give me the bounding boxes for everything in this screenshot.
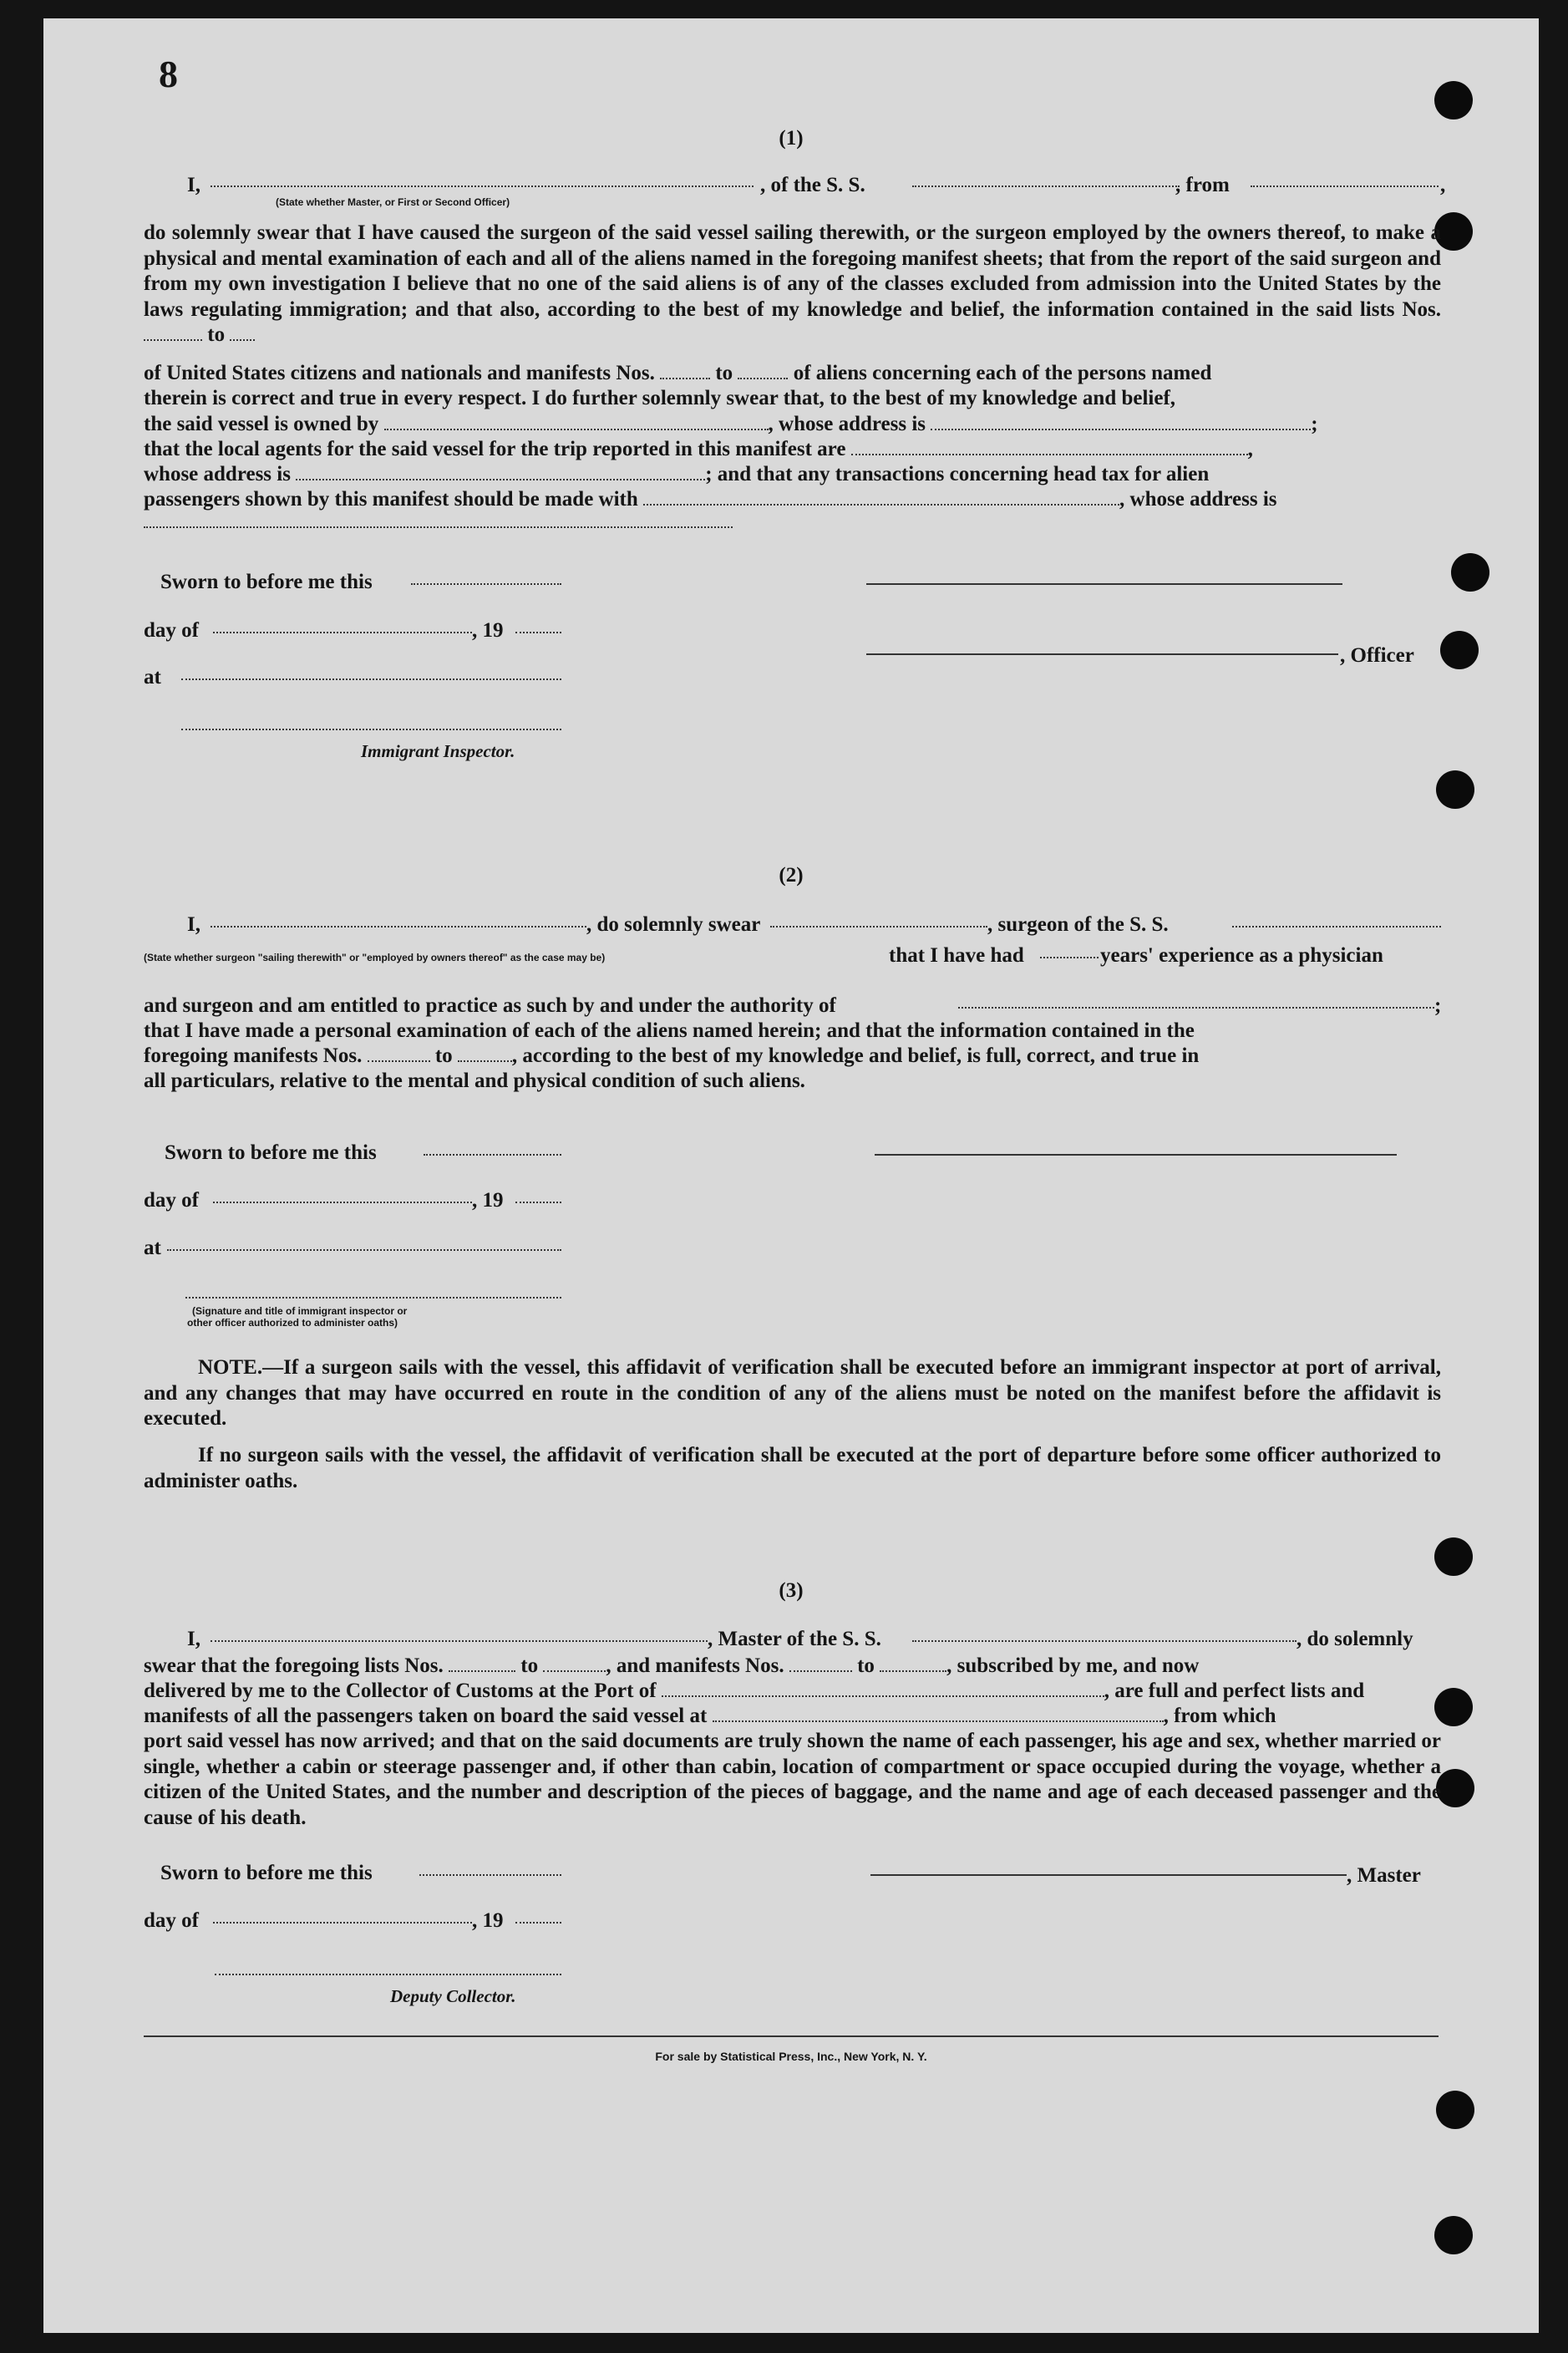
s2-at-label: at [144,1237,161,1259]
s2-surgeon-name-field[interactable] [211,926,586,927]
s1-manifests-from-field[interactable] [660,363,710,379]
s2-signature-note-2: other officer authorized to administer oaths) [187,1317,398,1329]
s1-officer-field[interactable] [211,185,754,187]
s3-sworn-day-field[interactable] [419,1874,561,1876]
footer-imprint: For sale by Statistical Press, Inc., New York, N. Y. [655,2050,927,2063]
s3-month-field[interactable] [213,1922,472,1924]
s1-agents-address-field[interactable] [296,464,705,480]
s3-ship-field[interactable] [912,1640,1297,1642]
s1-manifests-to-field[interactable] [738,363,788,379]
punch-hole [1434,2216,1473,2254]
s2-particulars-line: all particulars, relative to the mental and physical condition of such aliens. [144,1070,805,1092]
s3-swear-label: , do solemnly [1297,1628,1413,1650]
s1-sworn-label: Sworn to before me this [160,571,373,593]
s1-passengers-line: passengers shown by this manifest should be made with , whose address is [144,488,1277,511]
s2-authority-field[interactable] [958,1007,1434,1009]
s2-note-1: NOTE.—If a surgeon sails with the vessel, this affidavit of verification shall be executed before an immigrant inspector at port of arrival, and any changes that may have occurred en route in the condition of any of the aliens must be noted on the manifest before the affidavit is executed. [144,1356,1441,1430]
s2-swear-label: , do solemnly swear [586,913,761,936]
s3-year-field[interactable] [515,1922,561,1924]
s1-officer-note: (State whether Master, or First or Second Officer) [276,196,510,208]
s2-that-label: that I have had [889,944,1024,967]
s1-year-label: , 19 [472,619,504,642]
s2-at-field[interactable] [167,1249,561,1251]
s2-manifests-from-field[interactable] [368,1045,430,1062]
s2-month-field[interactable] [213,1202,472,1203]
punch-hole [1436,2091,1474,2129]
s1-inspector-label: Immigrant Inspector. [361,741,515,761]
s1-i-label: I, [187,174,200,196]
footer-divider [144,2035,1439,2037]
s3-year-label: , 19 [472,1909,504,1932]
s1-owned-line: the said vessel is owned by , whose address is ; [144,413,1318,435]
s1-year-field[interactable] [515,632,561,633]
punch-hole [1440,631,1479,669]
s3-master-name-field[interactable] [211,1640,708,1642]
s1-at-label: at [144,666,161,689]
s2-authority-label: and surgeon and am entitled to practice as such by and under the authority of [144,994,836,1017]
s2-officer-signature-field[interactable] [185,1297,561,1298]
s3-lists-to-field[interactable] [543,1655,606,1672]
s3-master-label: , Master of the S. S. [708,1628,881,1650]
s1-officer-label: , Officer [1340,644,1414,667]
s2-ship-field[interactable] [1232,926,1441,927]
s2-surgeon-status-field[interactable] [770,926,987,927]
punch-hole [1436,770,1474,809]
s1-lists-to-label: to [207,323,226,346]
s3-boarded-line: manifests of all the passengers taken on board the said vessel at , from which [144,1705,1276,1727]
s1-from-comma: , [1440,174,1446,196]
s1-oath-text: do solemnly swear that I have caused the surgeon of the said vessel sailing therewith, or the surgeon employed by the owners thereof, to make a physical and mental examination of each and all of the aliens named in the foregoing manifest sheets; that from the report of the said surgeon and from my own investigation I believe that no one of the said aliens is of any of the classes excluded from admission into the United States by the laws regulating immigration; and that also, according to the best of my knowledge and belief, the information contained in the said lists Nos. [144,221,1441,321]
s2-sworn-label: Sworn to before me this [165,1141,377,1164]
s3-master-signature-line[interactable] [870,1874,1347,1876]
punch-hole [1434,1688,1473,1726]
form-page [43,18,1539,2333]
s1-inspector-signature-field[interactable] [181,729,561,730]
s1-owner-field[interactable] [384,414,769,430]
s2-manifests-to-field[interactable] [458,1045,512,1062]
s1-owner-address-field[interactable] [931,414,1311,430]
punch-hole [1434,81,1473,119]
s3-i-label: I, [187,1628,200,1650]
s1-of-ss-label: , of the S. S. [760,174,865,196]
s1-from-label: , from [1175,174,1230,196]
s3-lists-from-field[interactable] [449,1655,515,1672]
s1-oath-paragraph [144,221,1441,348]
section-3-heading: (3) [779,1579,804,1602]
section-2-heading: (2) [779,864,804,887]
s3-oath-paragraph: port said vessel has now arrived; and that on the said documents are truly shown the name of each passenger, his age and sex, whether married or single, whether a cabin or steerage passenger and, if other than cabin, location of compartment or space occupied during the voyage, whether a citizen of the United States, and the number and description of the pieces of baggage, and the name and age of each deceased passenger and the cause of his death. [144,1730,1441,1829]
s2-year-label: , 19 [472,1189,504,1212]
s1-dayof-label: day of [144,619,199,642]
s2-authority-end: ; [1434,994,1442,1017]
s1-agents-line: that the local agents for the said vessel for the trip reported in this manifest are , [144,438,1253,460]
s3-sworn-label: Sworn to before me this [160,1862,373,1884]
s3-collector-label: Deputy Collector. [390,1986,516,2006]
s2-status-note: (State whether surgeon "sailing therewith" or "employed by owners thereof" as the case may be) [144,952,606,963]
s1-ship-field[interactable] [912,185,1180,187]
s1-signature-line[interactable] [866,583,1342,585]
s2-year-field[interactable] [515,1202,561,1203]
s1-officer-line[interactable] [866,653,1338,655]
s2-surgeon-ss-label: , surgeon of the S. S. [987,913,1169,936]
s1-citizens-line: of United States citizens and nationals and manifests Nos. to of aliens concerning each of the persons named [144,362,1212,384]
s3-port-line: delivered by me to the Collector of Customs at the Port of , are full and perfect lists and [144,1680,1365,1702]
s3-master-signature-label: , Master [1347,1864,1421,1887]
s2-note-2: If no surgeon sails with the vessel, the affidavit of verification shall be executed at the port of departure before some officer authorized to administer oaths. [144,1444,1441,1492]
s3-boarded-at-field[interactable] [713,1705,1164,1722]
s2-examination-line: that I have made a personal examination of each of the aliens named herein; and that the information contained in the [144,1019,1195,1042]
punch-hole [1434,1537,1473,1576]
s1-lists-to-field[interactable] [230,324,255,341]
punch-hole [1451,553,1489,592]
s2-years-label: years' experience as a physician [1100,944,1383,967]
s3-collector-signature-field[interactable] [215,1974,561,1975]
s3-manifests-from-field[interactable] [789,1655,852,1672]
s1-month-field[interactable] [213,632,472,633]
s1-from-field[interactable] [1251,185,1439,187]
s3-manifests-to-field[interactable] [880,1655,946,1672]
punch-hole [1436,1769,1474,1807]
s3-port-field[interactable] [662,1680,1104,1697]
s3-lists-line: swear that the foregoing lists Nos. to , and manifests Nos. to , subscribed by me, and now [144,1654,1200,1677]
section-1-heading: (1) [779,127,804,150]
s2-i-label: I, [187,913,200,936]
s2-dayof-label: day of [144,1189,199,1212]
s2-years-field[interactable] [1040,957,1099,958]
s2-signature-note-1: (Signature and title of immigrant inspector or [192,1305,408,1317]
s1-agents-field[interactable] [851,439,1248,455]
s1-lists-from-field[interactable] [144,324,202,341]
s2-signature-line[interactable] [875,1154,1397,1156]
s1-whose-line: whose address is ; and that any transactions concerning head tax for alien [144,463,1210,485]
corner-mark: 8 [159,53,178,95]
s1-sworn-day-field[interactable] [411,583,561,585]
s2-manifests-line: foregoing manifests Nos. to , according to the best of my knowledge and belief, is full, correct, and true in [144,1044,1200,1067]
s3-dayof-label: day of [144,1909,199,1932]
s1-correct-line: therein is correct and true in every respect. I do further solemnly swear that, to the best of my knowledge and belief, [144,387,1176,409]
s1-head-tax-field[interactable] [643,489,1119,506]
s1-head-tax-address-field[interactable] [144,526,733,528]
s1-at-field[interactable] [181,678,561,680]
s2-sworn-day-field[interactable] [424,1154,561,1156]
